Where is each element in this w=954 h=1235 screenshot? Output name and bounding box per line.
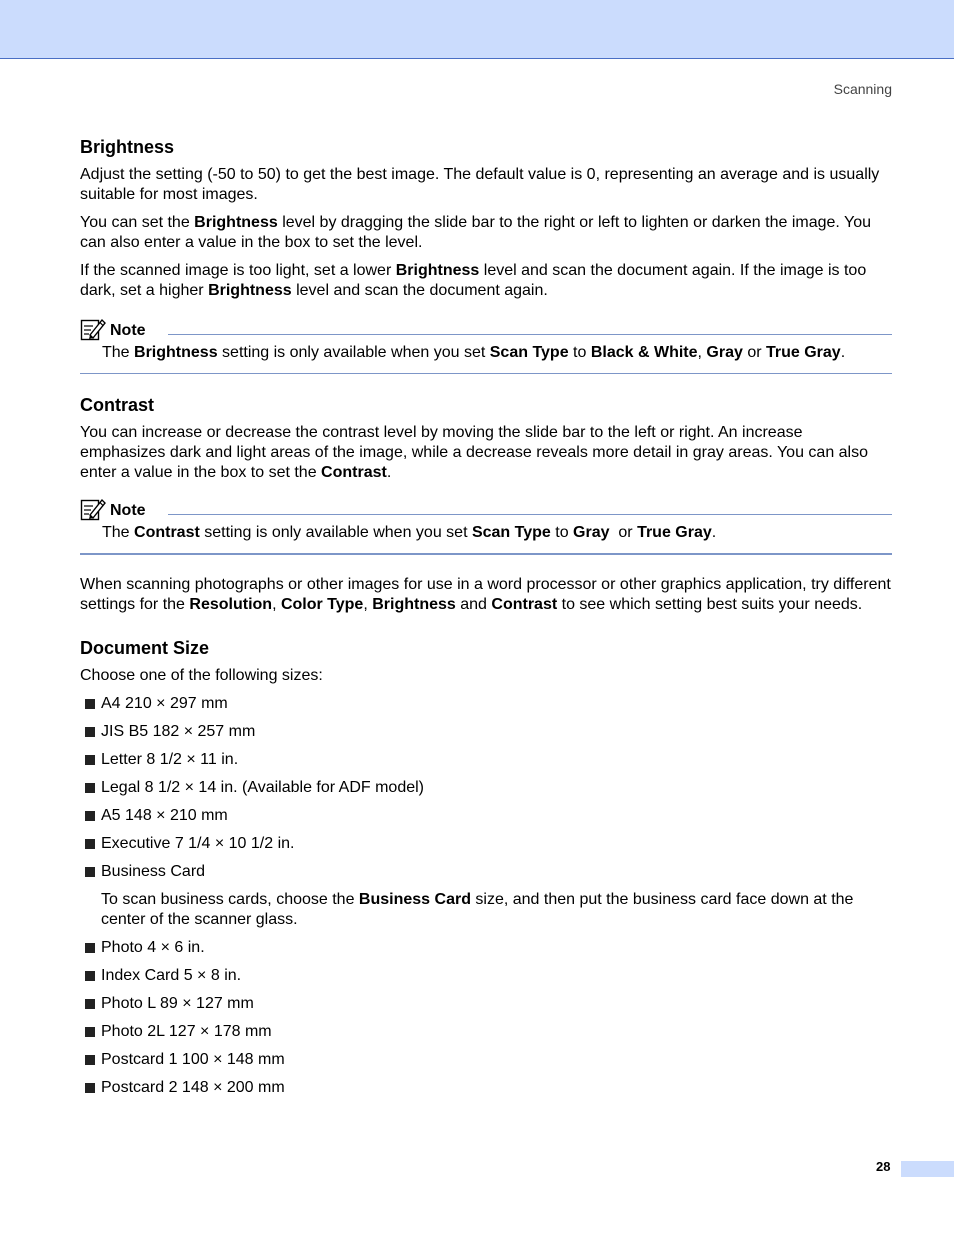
list-item: Photo L 89 × 127 mm bbox=[80, 994, 892, 1014]
square-bullet-icon bbox=[85, 1027, 95, 1037]
brightness-note-text: The Brightness setting is only available when you set Scan Type to Black & White, Gray or True Gray. bbox=[102, 344, 846, 361]
business-card-note: To scan business cards, choose the Business Card size, and then put the business card face down at the center of the scanner glass. bbox=[101, 891, 854, 928]
square-bullet-icon bbox=[85, 867, 95, 877]
note-rule bbox=[168, 334, 892, 335]
square-bullet-icon bbox=[85, 971, 95, 981]
contrast-note bbox=[80, 497, 892, 555]
brightness-para-2: You can set the Brightness level by dragging the slide bar to the right or left to lighten or darken the image. You can also enter a value in the box to set the level. bbox=[80, 214, 872, 251]
list-item: Letter 8 1/2 × 11 in. bbox=[80, 750, 892, 770]
document-size-heading: Document Size bbox=[80, 638, 210, 658]
contrast-heading: Contrast bbox=[80, 395, 155, 415]
list-item: Postcard 1 100 × 148 mm bbox=[80, 1050, 892, 1070]
document-size-intro: Choose one of the following sizes: bbox=[80, 667, 323, 684]
list-item: A4 210 × 297 mm bbox=[80, 694, 892, 714]
list-item: Business Card bbox=[80, 862, 892, 882]
note-label: Note bbox=[110, 502, 146, 519]
square-bullet-icon bbox=[85, 783, 95, 793]
page-tab-marker bbox=[901, 1161, 954, 1177]
list-item: Postcard 2 148 × 200 mm bbox=[80, 1078, 892, 1098]
page-content bbox=[80, 136, 892, 1106]
list-item: A5 148 × 210 mm bbox=[80, 806, 892, 826]
list-item: Executive 7 1/4 × 10 1/2 in. bbox=[80, 834, 892, 854]
list-item: Photo 4 × 6 in. bbox=[80, 938, 892, 958]
header-band bbox=[0, 0, 954, 59]
settings-tip-para: When scanning photographs or other images for use in a word processor or other graphics application, try different settings for the Resolution, Color Type, Brightness and Contrast to see which setting best suits your needs. bbox=[80, 576, 891, 613]
square-bullet-icon bbox=[85, 999, 95, 1009]
list-item: Photo 2L 127 × 178 mm bbox=[80, 1022, 892, 1042]
brightness-para-3: If the scanned image is too light, set a lower Brightness level and scan the document again. If the image is too dark, set a higher Brightness level and scan the document again. bbox=[80, 262, 867, 299]
square-bullet-icon bbox=[85, 1055, 95, 1065]
list-item: Legal 8 1/2 × 14 in. (Available for ADF model) bbox=[80, 778, 892, 798]
brightness-para-1: Adjust the setting (-50 to 50) to get the best image. The default value is 0, representing an average and is usually suitable for most images. bbox=[80, 166, 880, 203]
brightness-heading: Brightness bbox=[80, 137, 175, 157]
size-list bbox=[80, 694, 892, 882]
size-list bbox=[80, 938, 892, 1098]
square-bullet-icon bbox=[85, 699, 95, 709]
brightness-note bbox=[80, 317, 892, 374]
note-rule bbox=[168, 514, 892, 515]
page-number: 28 bbox=[876, 1159, 891, 1174]
list-item: JIS B5 182 × 257 mm bbox=[80, 722, 892, 742]
list-item: Index Card 5 × 8 in. bbox=[80, 966, 892, 986]
note-divider bbox=[80, 373, 892, 374]
square-bullet-icon bbox=[85, 811, 95, 821]
square-bullet-icon bbox=[85, 839, 95, 849]
note-pencil-icon bbox=[80, 497, 106, 521]
square-bullet-icon bbox=[85, 727, 95, 737]
note-divider bbox=[80, 553, 892, 555]
square-bullet-icon bbox=[85, 755, 95, 765]
contrast-note-text: The Contrast setting is only available when you set Scan Type to Gray or True Gray. bbox=[102, 524, 717, 541]
square-bullet-icon bbox=[85, 1083, 95, 1093]
square-bullet-icon bbox=[85, 943, 95, 953]
note-pencil-icon bbox=[80, 317, 106, 341]
contrast-para: You can increase or decrease the contrast level by moving the slide bar to the left or right. An increase emphasizes dark and light areas of the image, while a decrease reveals more detail in gray areas. You can also enter a value in the box to set the Contrast. bbox=[80, 424, 869, 481]
running-head: Scanning bbox=[833, 81, 892, 97]
note-label: Note bbox=[110, 322, 146, 339]
